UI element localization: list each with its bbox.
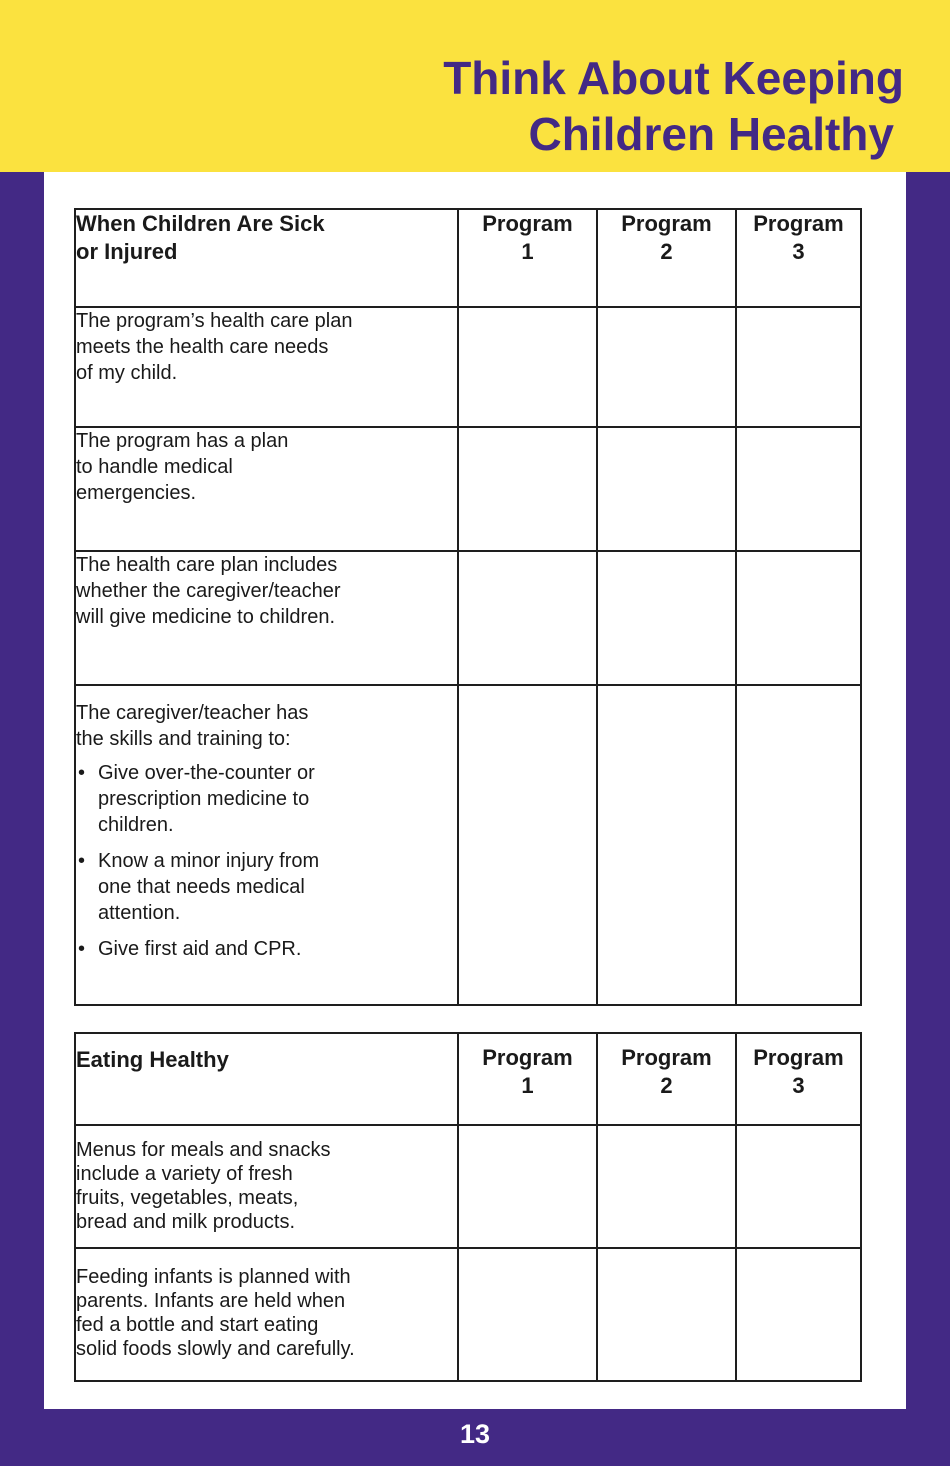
program-2-header [597,209,736,307]
program-1-check-cell[interactable] [458,1248,597,1381]
list-item-text: • Give over-the-counter or [98,762,315,784]
program-1-check-cell[interactable] [458,427,597,551]
question-text: solid foods slowly and carefully. [76,1338,355,1360]
section-heading: Eating Healthy [75,1033,458,1125]
question-text: The program has a plan [76,430,289,452]
question-cell [75,551,458,685]
content-panel [44,172,906,1409]
program-3-check-cell[interactable] [736,427,861,551]
program-label: Program [482,1045,573,1070]
table-header-row [75,1033,861,1125]
program-3-header [736,1033,861,1125]
table-row [75,685,861,1005]
question-text: of my child. [76,362,178,384]
page-number: 13 [459,1419,491,1449]
program-1-check-cell[interactable] [458,1125,597,1248]
program-number: 1 [521,239,534,264]
program-3-check-cell[interactable] [736,685,861,1005]
program-number: 1 [521,1073,534,1098]
program-3-check-cell[interactable] [736,1248,861,1381]
question-text: emergencies. [76,482,197,504]
program-2-header [597,1033,736,1125]
list-item-text: children. [98,814,174,836]
question-text: The program’s health care plan [76,310,353,332]
sick-injured-table [74,208,862,1006]
question-text: fruits, vegetables, meats, [76,1187,299,1209]
title-line-1: Think About Keeping [443,52,904,104]
program-2-check-cell[interactable] [597,1248,736,1381]
section-heading [75,209,458,307]
program-3-check-cell[interactable] [736,551,861,685]
program-label: Program [621,211,712,236]
question-text: meets the health care needs [76,336,329,358]
page-title [443,50,904,162]
skills-intro [76,700,457,752]
program-2-check-cell[interactable] [597,685,736,1005]
program-1-check-cell[interactable] [458,551,597,685]
program-number: 2 [660,1073,673,1098]
heading-line-1: When Children Are Sick [76,211,325,236]
question-text: bread and milk products. [76,1211,296,1233]
list-item [76,936,457,962]
eating-healthy-table [74,1032,862,1382]
program-1-check-cell[interactable] [458,685,597,1005]
table-row [75,307,861,427]
program-2-check-cell[interactable] [597,551,736,685]
table-row [75,1248,861,1381]
program-3-header [736,209,861,307]
question-cell [75,1125,458,1248]
program-2-check-cell[interactable] [597,307,736,427]
header-banner [0,0,950,172]
table-header-row [75,209,861,307]
question-text: Menus for meals and snacks [76,1139,331,1161]
program-label: Program [621,1045,712,1070]
list-item-text: prescription medicine to [98,788,310,810]
program-number: 3 [792,239,805,264]
list-item [76,848,457,926]
skills-list [76,760,457,962]
program-label: Program [482,211,573,236]
program-2-check-cell[interactable] [597,1125,736,1248]
question-text: to handle medical [76,456,233,478]
question-cell [75,307,458,427]
list-item-text: attention. [98,902,181,924]
title-line-2: Children Healthy [528,108,894,160]
list-item-text: • Give first aid and CPR. [98,938,302,960]
question-cell [75,427,458,551]
program-1-header [458,209,597,307]
question-text: the skills and training to: [76,728,291,750]
program-3-check-cell[interactable] [736,1125,861,1248]
question-text: will give medicine to children. [76,606,336,628]
table-row [75,551,861,685]
program-number: 3 [792,1073,805,1098]
question-text: parents. Infants are held when [76,1290,346,1312]
table-row [75,1125,861,1248]
program-3-check-cell[interactable] [736,307,861,427]
program-number: 2 [660,239,673,264]
heading-line-2: or Injured [76,239,178,264]
program-2-check-cell[interactable] [597,427,736,551]
list-item-text: one that needs medical [98,876,305,898]
program-label: Program [753,1045,844,1070]
question-text: Feeding infants is planned with [76,1266,351,1288]
question-text: include a variety of fresh [76,1163,293,1185]
question-cell [75,685,458,1005]
list-item-text: • Know a minor injury from [98,850,320,872]
question-text: fed a bottle and start eating [76,1314,319,1336]
program-1-header [458,1033,597,1125]
question-text: The health care plan includes [76,554,338,576]
question-text: The caregiver/teacher has [76,702,309,724]
table-row [75,427,861,551]
question-text: whether the caregiver/teacher [76,580,341,602]
program-1-check-cell[interactable] [458,307,597,427]
program-label: Program [753,211,844,236]
list-item [76,760,457,838]
question-cell [75,1248,458,1381]
